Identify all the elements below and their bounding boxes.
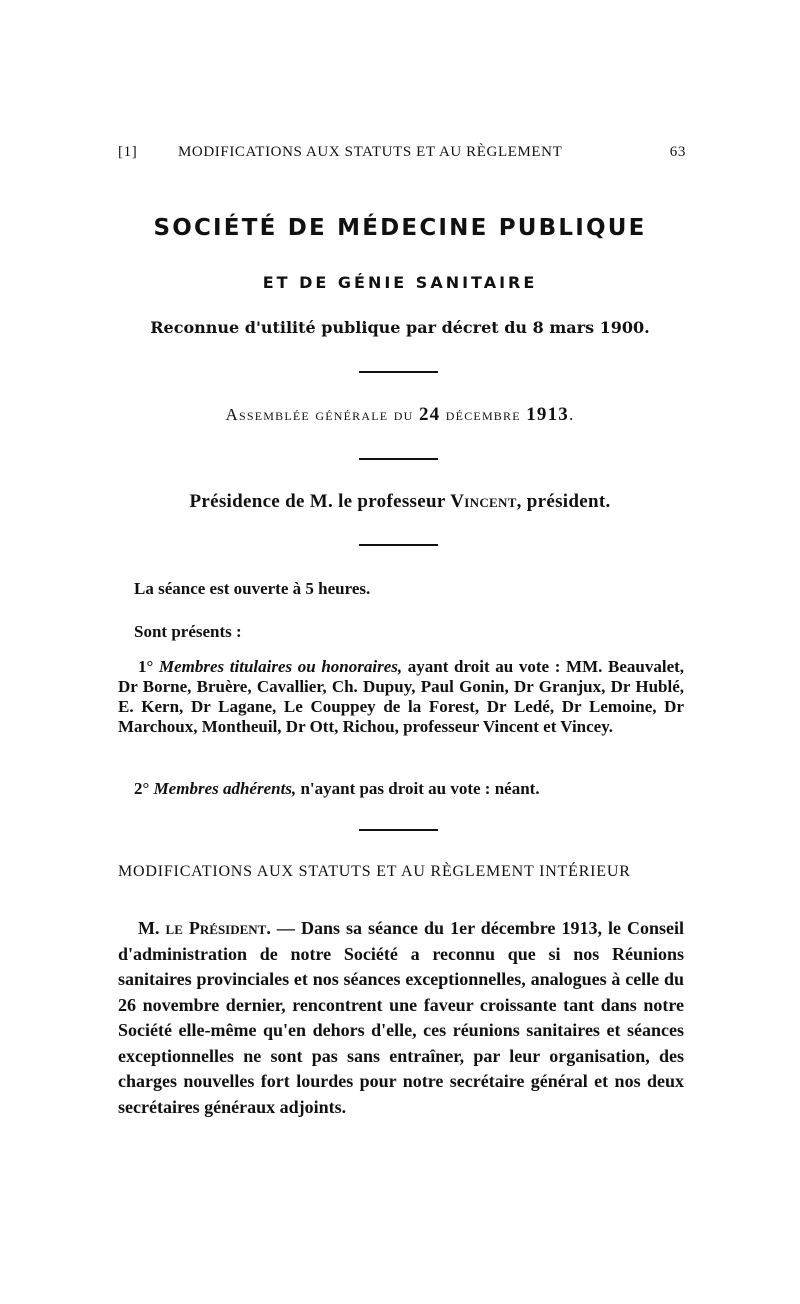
president-name: Vincent [450,491,517,512]
presidency-suffix: , président. [516,491,611,512]
members1-number: 1° [138,657,154,676]
members1-label: Membres titulaires ou honoraires, [158,657,403,676]
members-nonvoting-paragraph [134,779,694,799]
running-title: MODIFICATIONS AUX STATUTS ET AU RÈGLEMENT [178,144,563,160]
society-title: SOCIÉTÉ DE MÉDECINE PUBLIQUE [153,215,647,241]
recognition-line: Reconnue d'utilité publique par décret du 8 mars 1900. [150,318,650,337]
members2-label: Membres adhérents, [153,779,297,798]
assembly-year: 1913 [526,404,570,425]
divider-rule [359,458,438,460]
section-heading: MODIFICATIONS AUX STATUTS ET AU RÈGLEMENT INTÉRIEUR [118,863,631,880]
divider-rule [359,371,438,373]
assembly-month: décembre [440,405,527,424]
members2-text: n'ayant pas droit au vote : néant. [300,779,540,798]
assembly-day: 24 [418,404,441,425]
body-text: — Dans sa séance du 1er décembre 1913, le Conseil d'administration de notre Société a reconnu que si nos Réunions sanitaires provinciales et nos séances exceptionnelles, analogues à celle du 26 novembre dernier, rencontrent une faveur croissante tant dans notre Société elle-même qu'en dehors d'elle, ces réunions sanitaires et séances exceptionnelles ne sont pas sans entraîner, par leur organisation, des charges nouvelles fort lourdes pour notre secrétaire général et nos deux secrétaires généraux adjoints. [118,918,685,1117]
members2-number: 2° [134,779,150,798]
members-voting-paragraph [118,657,684,737]
speaker-label: M. le Président. [138,918,271,938]
divider-rule [359,544,438,546]
assembly-heading [0,404,800,426]
running-head [118,144,686,166]
section-number: [1] [118,144,138,160]
assembly-prefix: Assemblée générale du [225,405,419,424]
divider-rule [359,829,438,831]
present-intro: Sont présents : [134,622,242,641]
assembly-end: . [569,405,575,424]
presidency-prefix: Présidence de M. le professeur [189,491,451,512]
society-subtitle: ET DE GÉNIE SANITAIRE [262,273,538,292]
members1-text: ayant droit au vote : MM. Beauvalet, Dr Borne, Bruère, Cavallier, Ch. Dupuy, Paul Gonin, Dr Granjux, Dr Hublé, E. Kern, Dr Lagane, Le Couppey de la Forest, Dr Ledé, Dr Lemoine, Dr Marchoux, Montheuil, Dr Ott, Richou, professeur Vincent et Vincey. [118,657,685,736]
body-paragraph [118,916,684,1120]
opening-line: La séance est ouverte à 5 heures. [134,579,371,598]
presidency-line [0,491,800,513]
page-number: 63 [669,144,686,160]
